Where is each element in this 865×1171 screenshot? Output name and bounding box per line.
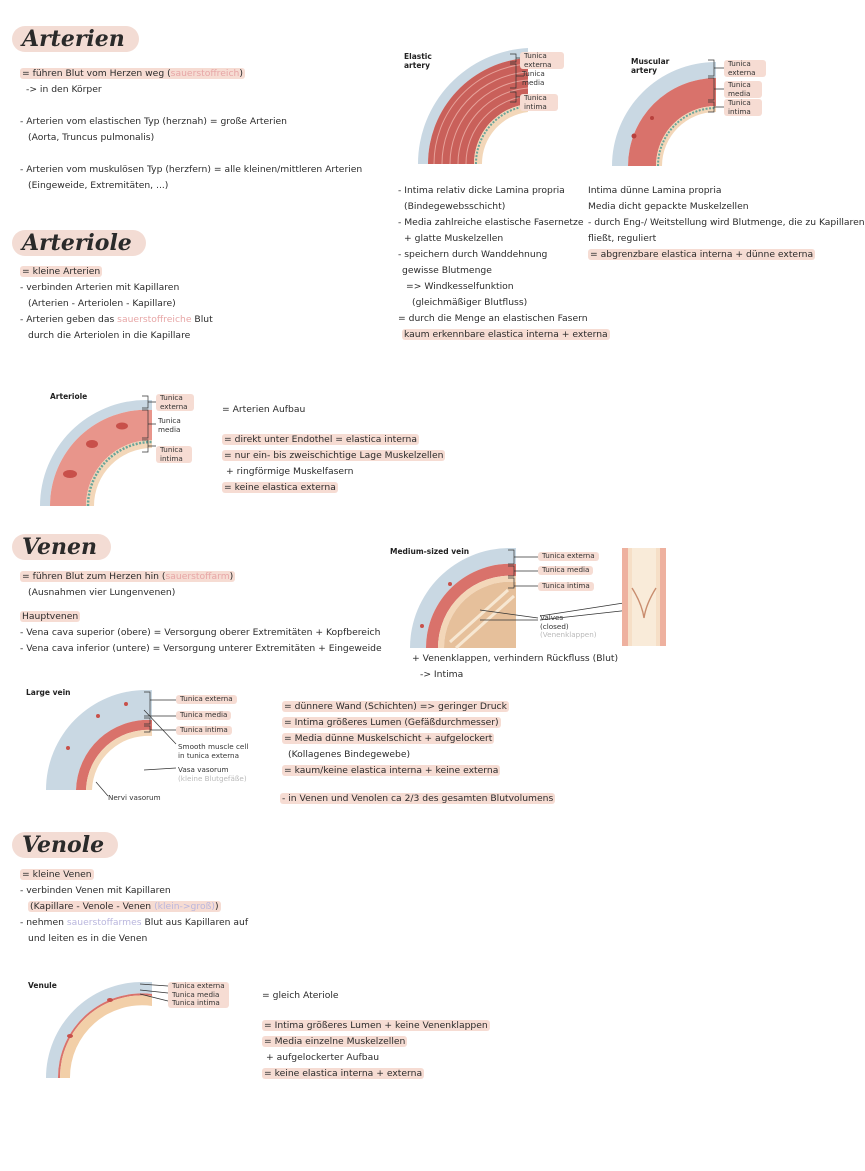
large-vein-note-3: = Media dünne Muskelschicht + aufgelockert	[284, 733, 493, 744]
nervi-vasorum-label: Nervi vasorum	[108, 793, 161, 802]
venule-note-1: = gleich Ateriole	[262, 990, 339, 1001]
venen-notes	[20, 569, 382, 657]
elastic-note-10: kaum erkennbare elastica interna + externa	[404, 329, 608, 340]
large-vein-tunica-externa-label: Tunica externa	[176, 695, 237, 704]
arteriole-diagram-title: Arteriole	[50, 392, 88, 401]
valves-label: Valves (closed) (Venenklappen)	[540, 613, 597, 639]
muscular-note-4: fließt, reguliert	[588, 233, 657, 244]
venole-line-2: - verbinden Venen mit Kapillaren	[20, 885, 171, 896]
elastic-note-2: (Bindegewebsschicht)	[404, 201, 506, 212]
arterien-line-4: (Aorta, Truncus pulmonalis)	[28, 132, 155, 143]
venen-line-1: = führen Blut zum Herzen hin (sauerstoffarm)	[22, 571, 234, 582]
muscular-note-2: Media dicht gepackte Muskelzellen	[588, 201, 749, 212]
elastic-artery-title: Elastic artery	[404, 52, 432, 70]
vein-valve-longitudinal	[622, 548, 666, 646]
heading-venole: Venole	[12, 832, 118, 858]
venule-tunica-externa-label: Tunica externa	[172, 981, 225, 990]
elastic-notes	[398, 183, 610, 343]
muscular-notes	[588, 183, 865, 263]
muscular-tunica-externa-label: Tunica externa	[724, 60, 766, 77]
muscular-note-1: Intima dünne Lamina propria	[588, 185, 722, 196]
vasa-vasorum-label: Vasa vasorum (kleine Blutgefäße)	[178, 765, 247, 783]
arteriole-note-5: = keine elastica externa	[224, 482, 336, 493]
elastic-note-7: => Windkesselfunktion	[406, 281, 514, 292]
muscular-note-5: = abgrenzbare elastica interna + dünne externa	[590, 249, 814, 260]
venen-line-2: (Ausnahmen vier Lungenvenen)	[28, 587, 176, 598]
arterien-line-3: - Arterien vom elastischen Typ (herznah) = große Arterien	[20, 116, 287, 127]
venen-line-3: Hauptvenen	[22, 611, 79, 622]
venule-diagram-notes	[262, 988, 490, 1082]
arteriole-tunica-intima-label: Tunica intima	[156, 446, 192, 463]
venule-note-3: = Media einzelne Muskelzellen	[264, 1036, 406, 1047]
medium-vein-title: Medium-sized vein	[390, 547, 470, 556]
elastic-note-5: - speichern durch Wanddehnung	[398, 249, 548, 260]
venule-tunica-intima-label: Tunica intima	[172, 998, 220, 1007]
elastic-note-8: (gleichmäßiger Blutfluss)	[412, 297, 528, 308]
muscular-artery-diagram	[612, 58, 716, 166]
venole-notes	[20, 867, 248, 947]
elastic-note-1: - Intima relativ dicke Lamina propria	[398, 185, 565, 196]
large-vein-tunica-media-label: Tunica media	[176, 711, 231, 720]
medium-vein-note-1: + Venenklappen, verhindern Rückfluss (Blut)	[412, 653, 619, 664]
arterien-notes	[20, 66, 362, 194]
arteriole-note-3: = nur ein- bis zweischichtige Lage Muskelzellen	[224, 450, 444, 461]
heading-venen: Venen	[12, 534, 111, 560]
arteriole-note-1: = Arterien Aufbau	[222, 404, 306, 415]
large-vein-note-4: (Kollagenes Bindegewebe)	[288, 749, 411, 760]
arteriole-notes	[20, 264, 213, 344]
medium-vein-notes	[412, 651, 618, 683]
medium-vein-note-2: -> Intima	[420, 669, 464, 680]
arterien-line-6: (Eingeweide, Extremitäten, ...)	[28, 180, 169, 191]
venule-diagram-title: Venule	[28, 981, 57, 990]
heading-arterien: Arterien	[12, 26, 139, 52]
venole-line-4: - nehmen sauerstoffarmes Blut aus Kapillaren auf	[20, 917, 249, 928]
arterien-line-5: - Arterien vom muskulösen Typ (herzfern) = alle kleinen/mittleren Arterien	[20, 164, 363, 175]
large-vein-notes	[282, 699, 509, 779]
arteriole-line-1: = kleine Arterien	[22, 266, 101, 277]
heading-arteriole: Arteriole	[12, 230, 146, 256]
muscular-note-3: - durch Eng-/ Weitstellung wird Blutmenge, die zu Kapillaren	[588, 217, 865, 228]
venole-line-5: und leiten es in die Venen	[28, 933, 148, 944]
venule-note-2: = Intima größeres Lumen + keine Venenklappen	[264, 1020, 488, 1031]
venule-intima-layer	[60, 995, 152, 1078]
elastic-tunica-intima-label: Tunica intima	[520, 94, 558, 111]
venule-note-4: + aufgelockerter Aufbau	[266, 1052, 380, 1063]
elastic-note-9: = durch die Menge an elastischen Fasern	[398, 313, 588, 324]
venen-line-4: - Vena cava superior (obere) = Versorgung oberer Extremitäten + Kopfbereich	[20, 627, 381, 638]
large-vein-title: Large vein	[26, 688, 71, 697]
elastic-note-6: gewisse Blutmenge	[402, 265, 492, 276]
smooth-muscle-label: Smooth muscle cell in tunica externa	[178, 742, 249, 760]
elastic-note-3: - Media zahlreiche elastische Fasernetze	[398, 217, 584, 228]
arteriole-note-2: = direkt unter Endothel = elastica interna	[224, 434, 417, 445]
blood-volume-note: - in Venen und Venolen ca 2/3 des gesamten Blutvolumens	[282, 793, 554, 804]
venule-note-5: = keine elastica interna + externa	[264, 1068, 423, 1079]
medium-vein-tunica-intima-label: Tunica intima	[538, 582, 594, 591]
muscular-artery-title: Muscular artery	[631, 57, 670, 75]
arteriole-tunica-externa-label: Tunica externa	[156, 394, 194, 411]
venole-line-3: (Kapillare - Venole - Venen (klein->groß))	[30, 901, 219, 912]
arteriole-line-2: - verbinden Arterien mit Kapillaren	[20, 282, 180, 293]
elastic-tunica-media-label: Tunica media	[522, 69, 545, 87]
muscular-tunica-media-label: Tunica media	[724, 81, 762, 98]
large-vein-note-1: = dünnere Wand (Schichten) => geringer Druck	[284, 701, 507, 712]
venule-labels	[168, 982, 229, 1008]
medium-vein-tunica-externa-label: Tunica externa	[538, 552, 599, 561]
large-vein-note-5: = kaum/keine elastica interna + keine externa	[284, 765, 499, 776]
arteriole-diagram	[40, 400, 152, 506]
muscular-media-layer	[628, 78, 716, 166]
venole-line-1: = kleine Venen	[22, 869, 92, 880]
arteriole-line-5: durch die Arteriolen in die Kapillare	[28, 330, 191, 341]
arteriole-tunica-media-label: Tunica media	[158, 416, 181, 434]
venen-line-5: - Vena cava inferior (untere) = Versorgung unterer Extremitäten + Eingeweide	[20, 643, 382, 654]
large-vein-diagram	[46, 690, 152, 790]
elastic-tunica-externa-label: Tunica externa	[520, 52, 564, 69]
arteriole-line-3: (Arterien - Arteriolen - Kapillare)	[28, 298, 176, 309]
arterien-line-1: = führen Blut vom Herzen weg (sauerstoffreich)	[22, 68, 243, 79]
elastic-note-4: + glatte Muskelzellen	[404, 233, 504, 244]
arteriole-media-layer	[50, 410, 152, 506]
venule-tunica-media-label: Tunica media	[172, 989, 220, 999]
medium-vein-tunica-media-label: Tunica media	[538, 566, 593, 575]
venule-diagram	[46, 982, 152, 1078]
large-vein-tunica-intima-label: Tunica intima	[176, 726, 232, 735]
arterien-line-2: -> in den Körper	[26, 84, 102, 95]
arteriole-note-4: + ringförmige Muskelfasern	[226, 466, 354, 477]
arteriole-diagram-notes	[222, 402, 445, 496]
arteriole-line-4: - Arterien geben das sauerstoffreiche Blut	[20, 314, 213, 325]
large-vein-note-2: = Intima größeres Lumen (Gefäßdurchmesser)	[284, 717, 499, 728]
muscular-tunica-intima-label: Tunica intima	[724, 99, 762, 116]
